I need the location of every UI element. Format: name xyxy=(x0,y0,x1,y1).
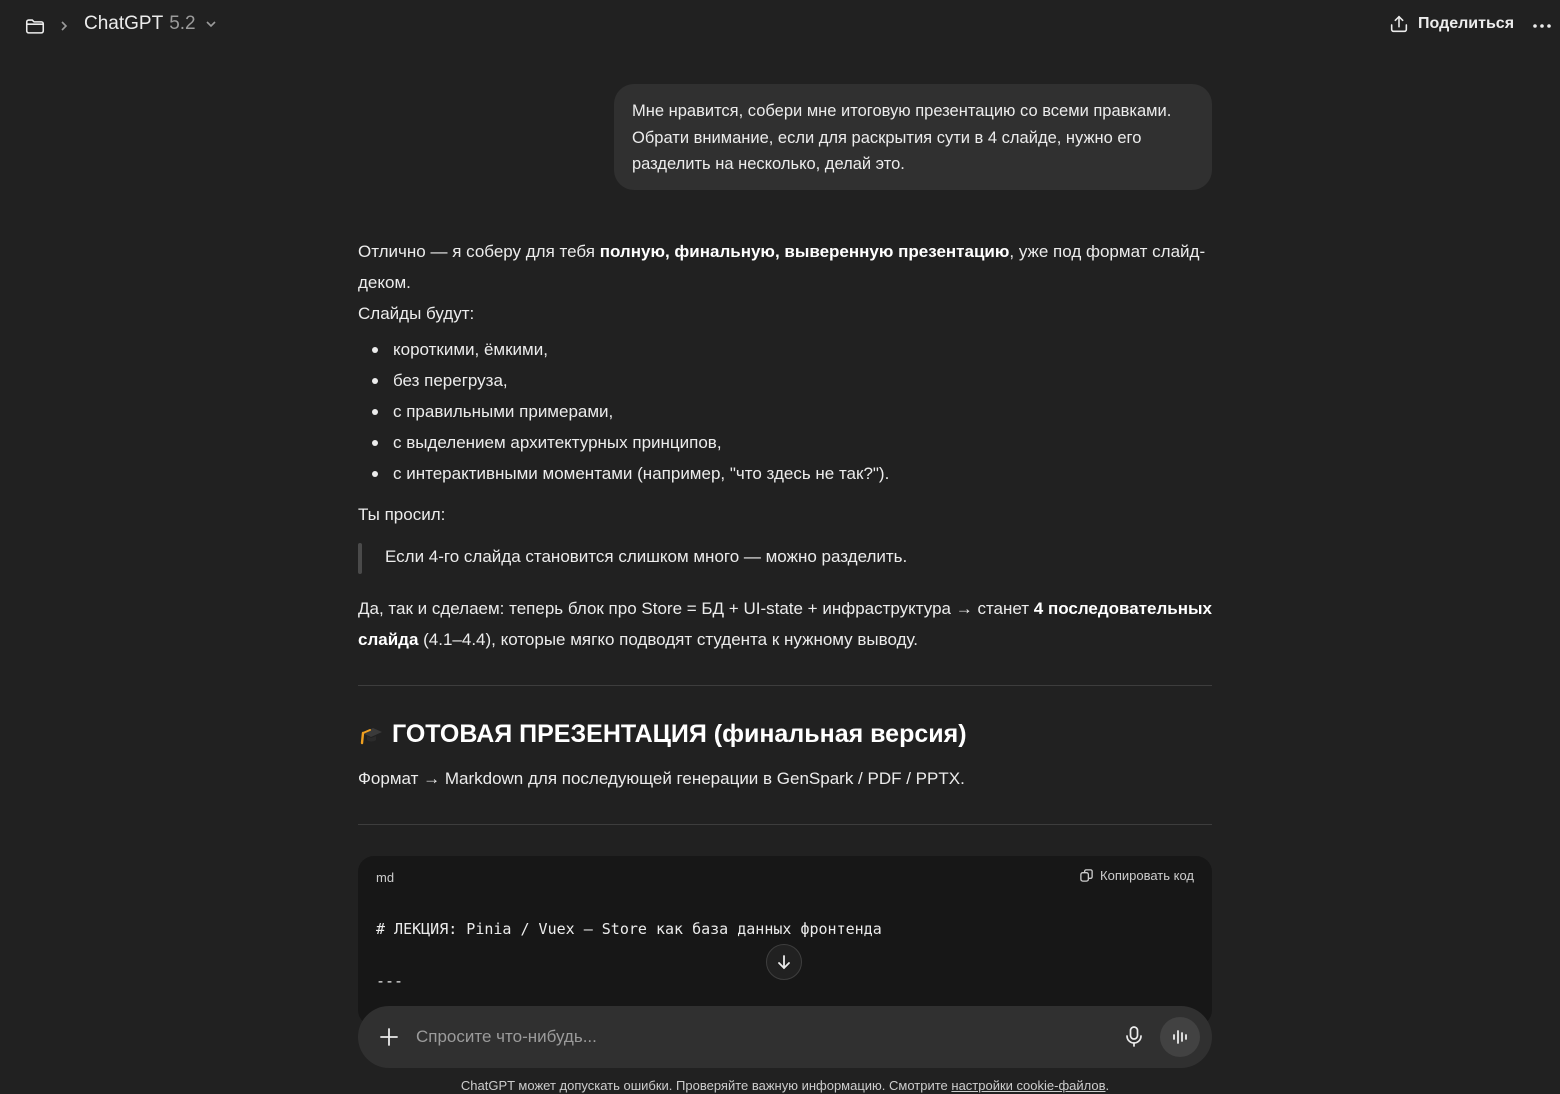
user-message-text: Мне нравится, собери мне итоговую презентацию со всеми правками. Обрати внимание, если для раскрытия сути в 4 слайде, нужно его разделить на несколько, делай это. xyxy=(632,102,1172,173)
cookie-settings-link[interactable]: настройки cookie-файлов xyxy=(951,1078,1106,1093)
chevron-down-icon xyxy=(204,17,218,31)
copy-code-button[interactable] xyxy=(1079,868,1194,883)
copy-icon xyxy=(1079,868,1094,883)
list-item: с интерактивными моментами (например, "что здесь не так?"). xyxy=(358,460,889,491)
list-item: короткими, ёмкими, xyxy=(358,336,889,367)
blockquote-text: Если 4-го слайда становится слишком много — можно разделить. xyxy=(385,547,908,566)
disclaimer-end: . xyxy=(1105,1078,1110,1093)
share-button[interactable] xyxy=(1388,13,1514,35)
section-heading xyxy=(358,720,967,749)
model-selector[interactable] xyxy=(84,13,218,35)
intro-prefix: Отлично — я соберу для тебя xyxy=(358,242,600,261)
plan-paragraph xyxy=(358,593,1212,655)
code-language: md xyxy=(376,870,395,885)
scroll-to-bottom-button[interactable] xyxy=(766,944,802,980)
composer xyxy=(358,1006,1212,1068)
format-line: Формат → Markdown для последующей генерации в GenSpark / PDF / PPTX. xyxy=(358,769,965,788)
plan-prefix: Да, так и сделаем: теперь блок про Store = БД + UI-state + инфраструктура → станет xyxy=(358,599,1034,618)
slides-lead: Слайды будут: xyxy=(358,304,475,323)
intro-bold: полную, финальную, выверенную презентацию xyxy=(599,242,1010,261)
blockquote xyxy=(358,542,907,574)
share-label: Поделиться xyxy=(1418,15,1515,32)
code-line: # ЛЕКЦИЯ: Pinia / Vuex — Store как база данных фронтенда xyxy=(376,920,882,938)
folder-icon[interactable] xyxy=(24,15,46,37)
list-item: без перегруза, xyxy=(358,367,889,398)
disclaimer-text: ChatGPT может допускать ошибки. Проверяйте важную информацию. Смотрите xyxy=(460,1078,952,1093)
code-line: --- xyxy=(376,972,404,990)
intro-paragraph xyxy=(358,236,1212,298)
microphone-icon[interactable] xyxy=(1124,1025,1144,1049)
graduation-cap-icon xyxy=(358,722,384,748)
arrow-down-icon xyxy=(775,953,793,971)
more-icon[interactable] xyxy=(1530,16,1554,36)
copy-code-label: Копировать код xyxy=(1100,868,1194,883)
model-name: ChatGPT xyxy=(84,13,164,34)
chevron-right-icon xyxy=(58,16,70,36)
section-heading-text: ГОТОВАЯ ПРЕЗЕНТАЦИЯ (финальная версия) xyxy=(392,720,967,748)
model-version: 5.2 xyxy=(169,13,196,34)
plan-suffix: (4.1–4.4), которые мягко подводят студента к нужному выводу. xyxy=(418,630,919,649)
user-message xyxy=(614,84,1212,190)
prompt-input[interactable] xyxy=(416,1022,1106,1052)
waveform-icon xyxy=(1170,1027,1190,1047)
divider xyxy=(358,685,1212,686)
list-item: с выделением архитектурных принципов, xyxy=(358,429,889,460)
bullet-list xyxy=(358,336,889,491)
share-icon xyxy=(1388,13,1410,35)
top-bar xyxy=(0,0,1560,54)
code-block xyxy=(358,856,1212,1026)
asked-label: Ты просил: xyxy=(358,505,446,524)
plus-icon[interactable] xyxy=(378,1026,400,1048)
divider xyxy=(358,824,1212,825)
voice-mode-button[interactable] xyxy=(1160,1017,1200,1057)
code-content xyxy=(376,916,882,994)
intro-suffix: , уже под формат слайд-деком. xyxy=(358,242,1206,292)
plan-bold: 4 последовательных слайда xyxy=(358,599,1212,649)
disclaimer xyxy=(0,1078,1560,1093)
list-item: с правильными примерами, xyxy=(358,398,889,429)
